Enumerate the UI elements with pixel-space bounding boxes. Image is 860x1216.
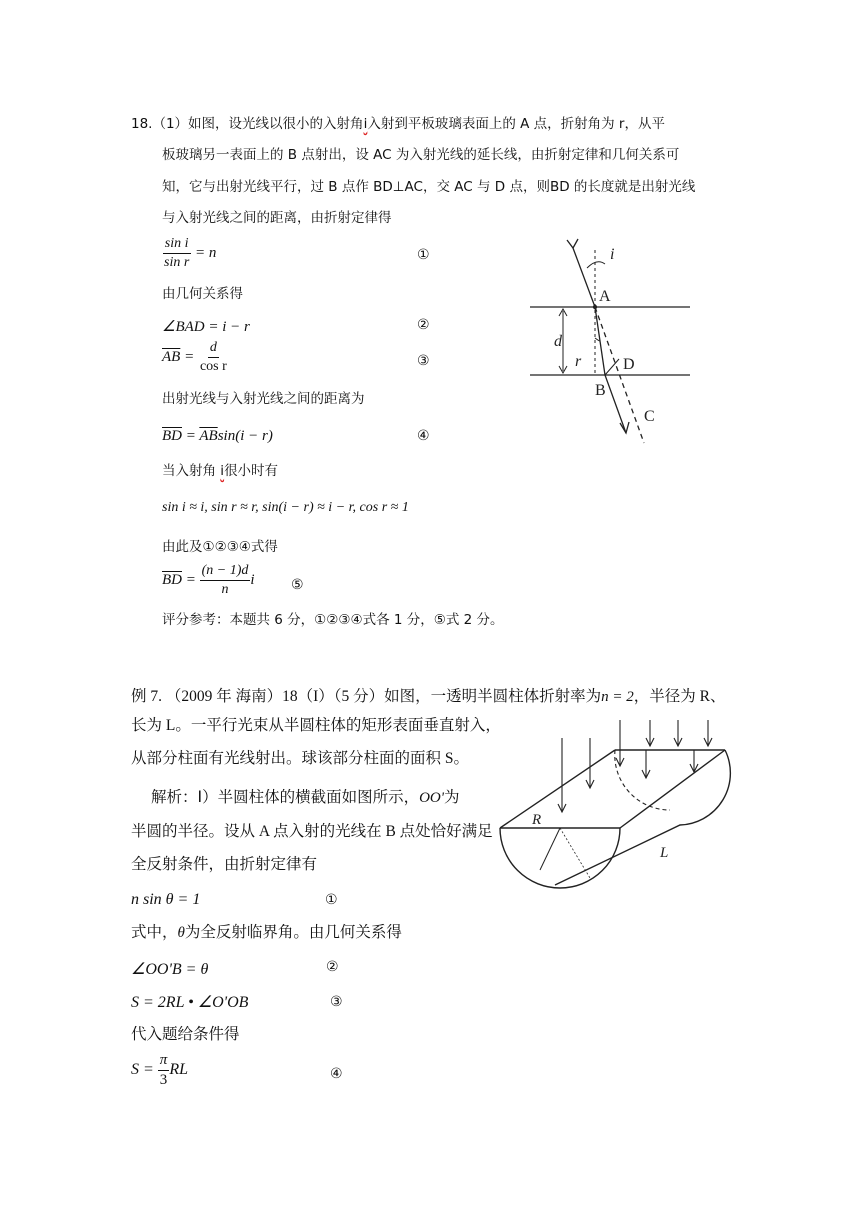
label-d: d [554, 333, 562, 350]
ex7-line1: 例 7. （2009 年 海南）18（I）（5 分）如图，一透明半圆柱体折射率为n = 2，半径为 R、 [131, 688, 726, 705]
label-radius: R [532, 812, 542, 828]
ex7-mark4: ④ [330, 1066, 343, 1082]
q18-mark2: ② [417, 317, 430, 333]
label-b: B [595, 382, 606, 399]
front-arc [500, 828, 620, 888]
q18-eq5: $\overline{BD}$ = $\frac{(n - 1)d}{n}$ i [162, 563, 255, 597]
q18-eq3: $\overline{AB}$ = $\frac{d}{\text{cos r}}$ [162, 340, 227, 374]
semicylinder-figure [490, 720, 740, 900]
ex7-line7: 式中，θ为全反射临界角。由几何关系得 [131, 924, 402, 941]
ex7-mark3: ③ [330, 994, 343, 1010]
ex7-eq4: S = $\frac{\pi}{3}$ RL [131, 1052, 188, 1088]
q18-eq1: $\frac{\text{sin i}}{\text{sin r}}$ = n [164, 236, 217, 270]
q18-line4: 与入射光线之间的距离，由折射定律得 [162, 210, 392, 226]
label-a: A [599, 288, 611, 305]
ex7-line2: 长为 L。一平行光束从半圆柱体的矩形表面垂直射入， [131, 717, 501, 734]
label-r: r [575, 353, 582, 370]
ex7-eq2: ∠OO'B = θ [131, 961, 209, 978]
q18-approx: sin i ≈ i, sin r ≈ r, sin(i − r) ≈ i − r, cos r ≈ 1 [162, 500, 409, 515]
top-edge-right [620, 750, 725, 828]
label-length: L [660, 845, 669, 861]
refraction-figure [525, 238, 700, 460]
q18-mark4: ④ [417, 428, 430, 444]
ex7-line5: 半圆的半径。设从 A 点入射的光线在 B 点处恰好满足 [131, 823, 493, 840]
angle-i-arc [587, 262, 605, 268]
ex7-mark2: ② [326, 959, 339, 975]
q18-scoring: 评分参考：本题共 6 分，①②③④式各 1 分，⑤式 2 分。 [162, 612, 504, 628]
ex7-eq3: S = 2RL • ∠O'OB [131, 994, 249, 1011]
ex7-line3: 从部分柱面有光线射出。球该部分柱面的面积 S。 [131, 750, 469, 767]
label-c: C [644, 408, 655, 425]
q18-eq2: ∠BAD = i − r [162, 319, 250, 335]
q18-geo: 由几何关系得 [162, 286, 243, 302]
q18-mark3: ③ [417, 353, 430, 369]
q18-line1: 18.（1）如图，设光线以很小的入射角i入射到平板玻璃表面上的 A 点，折射角为 r，从平 [131, 116, 665, 132]
incident-ray [573, 248, 595, 307]
q18-eq4: $\overline{BD} = \overline{AB}\sin(i - r)$ [162, 428, 273, 444]
q18-dist-label: 出射光线与入射光线之间的距离为 [162, 391, 365, 407]
ex7-mark1: ① [325, 892, 338, 908]
incident-light-arrows [558, 720, 712, 812]
radius-line [540, 828, 560, 870]
incident-arrow [567, 239, 578, 248]
label-dpoint: D [623, 356, 635, 373]
q18-line2: 板玻璃另一表面上的 B 点射出，设 AC 为入射光线的延长线，由折射定律和几何关系可 [162, 147, 680, 163]
q18-mark1: ① [417, 247, 430, 263]
top-edge-left [500, 750, 615, 828]
ex7-line4: 解析：Ⅰ）半圆柱体的横截面如图所示，OO'为 [151, 789, 460, 806]
ex7-line8: 代入题给条件得 [131, 1026, 240, 1043]
ex7-eq1: n sin θ = 1 [131, 891, 201, 908]
radius-dash [560, 828, 590, 878]
q18-mark5: ⑤ [291, 577, 304, 593]
q18-from: 由此及①②③④式得 [162, 539, 278, 555]
label-i: i [610, 246, 615, 263]
q18-small-angle: 当入射角 i很小时有 [162, 463, 279, 479]
q18-line3: 知，它与出射光线平行，过 B 点作 BD⊥AC，交 AC 与 D 点，则BD 的长度就是出射光线 [162, 179, 696, 195]
ex7-line6: 全反射条件，由折射定律有 [131, 856, 318, 873]
point-a [593, 305, 597, 309]
